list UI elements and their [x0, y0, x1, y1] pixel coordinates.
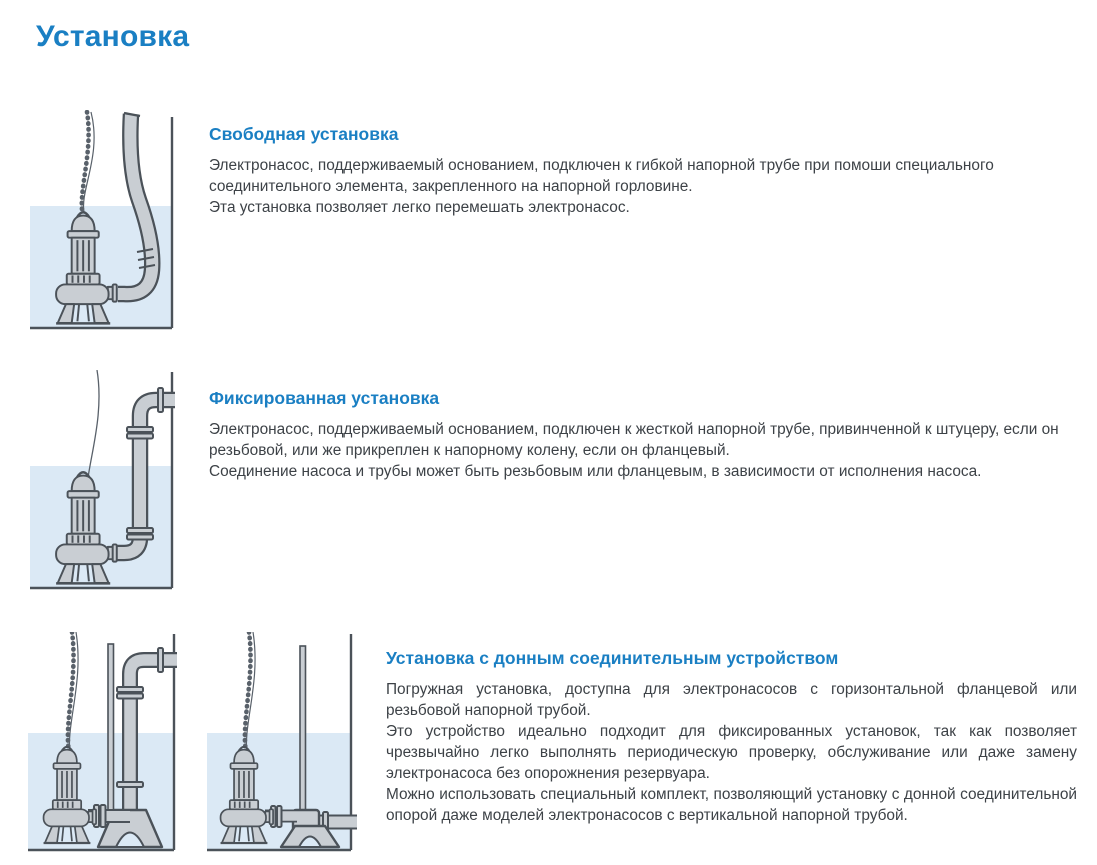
bottom-coupling-lowering-illustration: [207, 632, 357, 854]
section-heading: Фиксированная установка: [209, 388, 440, 408]
paragraph: Можно использовать специальный комплект, позволяющий установку с донной соединительной опорой даже моделей электронасосов с вертикальной напорной трубой.: [386, 786, 1077, 824]
bottom-coupling-riser-illustration: [28, 632, 178, 854]
guide-rod: [300, 646, 306, 816]
section-heading: Установка с донным соединительным устройством: [386, 648, 839, 668]
fixed-installation-illustration: [30, 370, 175, 592]
paragraph: Эта установка позволяет легко перемешать электронасос.: [209, 199, 630, 216]
section-free-installation: [209, 124, 1067, 218]
lifting-chain: [82, 112, 89, 210]
paragraph: Погружная установка, доступна для электронасосов с горизонтальной фланцевой или резьбовой напорной трубой.: [386, 681, 1077, 719]
section-bottom-coupling-installation: [386, 648, 1077, 826]
paragraph: Соединение насоса и трубы может быть резьбовым или фланцевым, в зависимости от исполнения насоса.: [209, 463, 982, 480]
section-heading: Свободная установка: [209, 124, 399, 144]
paragraph: Электронасос, поддерживаемый основанием, подключен к гибкой напорной трубе при помоши специального соединительного элемента, закрепленного на напорной горловине.: [209, 157, 994, 195]
free-installation-illustration: [30, 110, 175, 332]
section-fixed-installation: [209, 388, 1067, 482]
paragraph: Электронасос, поддерживаемый основанием, подключен к жесткой напорной трубе, привинченной к штуцеру, если он резьбовой, или же прикреплен к напорному колену, если он фланцевый.: [209, 421, 1059, 459]
guide-rod: [108, 644, 114, 816]
page-title: Установка: [36, 20, 190, 53]
paragraph: Это устройство идеально подходит для фиксированных установок, так как позволяет чрезвычайно легко выполнять периодическую проверку, обслуживание или даже замену электронасоса без опорожнения резервуара.: [386, 723, 1077, 782]
